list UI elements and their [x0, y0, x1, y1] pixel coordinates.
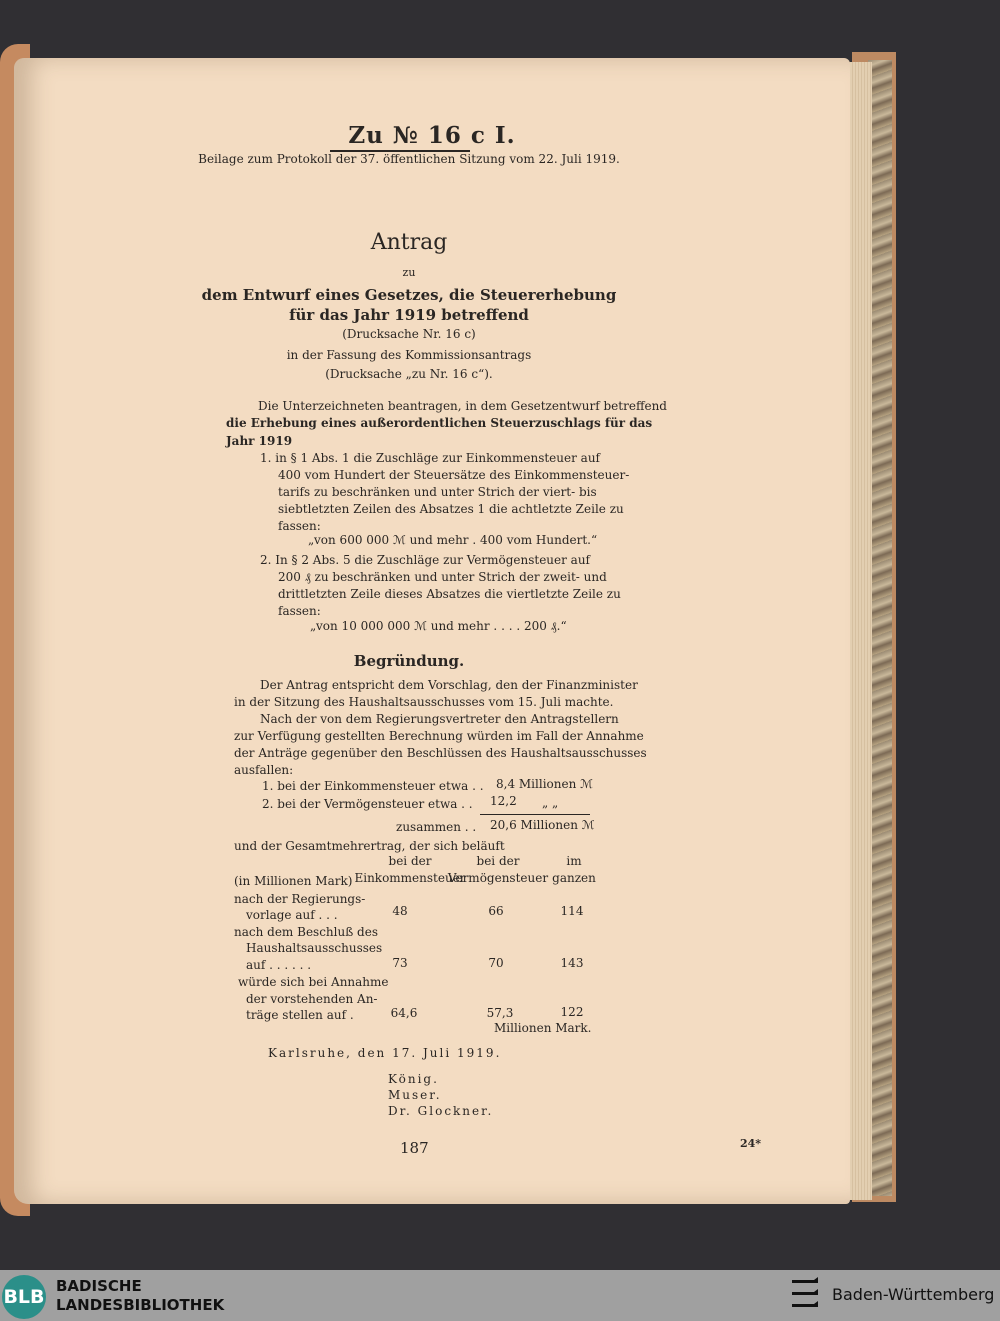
item1-line-4: siebtletzten Zeilen des Absatzes 1 die achtletzte Zeile zu: [278, 502, 624, 516]
sheet-mark: 24*: [740, 1137, 762, 1150]
motion-ref-1: (Drucksache Nr. 16 c): [342, 327, 476, 341]
sum-rule: [480, 814, 590, 815]
item2-line-3: drittletzten Zeile dieses Absatzes die viertletzte Zeile zu: [278, 587, 621, 601]
col2-header-2: Vermögensteuer: [447, 871, 549, 885]
blb-logo[interactable]: BLB: [2, 1275, 46, 1319]
table-row-2-label-1: nach dem Beschluß des: [234, 925, 378, 939]
signature-3: Dr. Glockner.: [388, 1104, 494, 1118]
table-row-2-label-2: Haushaltsausschusses: [246, 941, 383, 955]
revenue-row-1-label: 1. bei der Einkommensteuer etwa . .: [262, 779, 484, 793]
item1-line-5: fassen:: [278, 519, 321, 533]
sum-label: zusammen . .: [396, 820, 477, 834]
item2-line-4: fassen:: [278, 604, 321, 618]
col3-header-1: im: [566, 854, 582, 868]
revenue-row-2-label: 2. bei der Vermögensteuer etwa . .: [262, 797, 473, 811]
reason-heading: Begründung.: [353, 652, 465, 670]
motion-subject-1: dem Entwurf eines Gesetzes, die Steuererhebung: [201, 286, 617, 304]
page-number: 187: [400, 1139, 429, 1157]
motion-subject-2: für das Jahr 1919 betreffend: [289, 306, 529, 324]
reason-p2-line-1: Nach der von dem Regierungsvertreter den Antragstellern: [260, 712, 619, 726]
library-name-line-2: LANDESBIBLIOTHEK: [56, 1296, 225, 1314]
document-title: Zu № 16 c I.: [348, 122, 516, 149]
table-row-3-income: 64,6: [390, 1006, 418, 1020]
reason-p2-line-3: der Anträge gegenüber den Beschlüssen des Haushaltsausschusses: [234, 746, 647, 760]
table-row-3-total: 122: [560, 1005, 584, 1019]
intro-line-1: Die Unterzeichneten beantragen, in dem Gesetzentwurf betreffend: [258, 399, 667, 413]
reason-p2-line-4: ausfallen:: [234, 763, 294, 777]
revenue-row-1-value: 8,4 Millionen ℳ: [496, 777, 593, 791]
table-row-2-total: 143: [560, 956, 584, 970]
reason-p1-line-1: Der Antrag entspricht dem Vorschlag, den der Finanzminister: [260, 678, 638, 692]
document-page: [14, 58, 850, 1204]
item2-line-1: 2. In § 2 Abs. 5 die Zuschläge zur Vermögensteuer auf: [260, 553, 590, 567]
table-row-2-wealth: 70: [488, 956, 504, 970]
library-name[interactable]: [56, 1277, 224, 1315]
table-row-3-label-2: der vorstehenden An-: [246, 992, 378, 1006]
table-row-1-total: 114: [560, 904, 584, 918]
col2-header-1: bei der: [476, 854, 520, 868]
col1-header-1: bei der: [388, 854, 432, 868]
table-row-3-label-1: würde sich bei Annahme: [238, 975, 389, 989]
item1-quote: „von 600 000 ℳ und mehr . 400 vom Hundert.“: [308, 533, 598, 547]
unit-label: (in Millionen Mark): [234, 874, 353, 888]
item1-line-2: 400 vom Hundert der Steuersätze des Einkommensteuer-: [278, 468, 630, 482]
revenue-row-2-value: 12,2: [490, 794, 517, 808]
motion-heading: Antrag: [370, 230, 448, 255]
item1-line-3: tarifs zu beschränken und unter Strich der viert- bis: [278, 485, 597, 499]
motion-ref-2: in der Fassung des Kommissionsantrags: [286, 348, 532, 362]
place-date: Karlsruhe, den 17. Juli 1919.: [268, 1046, 502, 1060]
table-row-2-label-3: auf . . . . . .: [246, 958, 312, 972]
table-row-1-income: 48: [392, 904, 408, 918]
col3-header-2: ganzen: [552, 871, 596, 885]
table-row-1-label-1: nach der Regierungs-: [234, 892, 366, 906]
sum-value: 20,6 Millionen ℳ: [490, 818, 595, 832]
table-row-2-income: 73: [392, 956, 408, 970]
motion-ref-3: (Drucksache „zu Nr. 16 c“).: [325, 367, 493, 381]
reason-p1-line-2: in der Sitzung des Haushaltsausschusses vom 15. Juli machte.: [234, 695, 614, 709]
total-line: und der Gesamtmehrertrag, der sich beläuft: [234, 839, 505, 853]
document-subtitle: Beilage zum Protokoll der 37. öffentlichen Sitzung vom 22. Juli 1919.: [198, 152, 620, 166]
table-row-1-wealth: 66: [488, 904, 504, 918]
intro-line-2: die Erhebung eines außerordentlichen Steuerzuschlags für das: [226, 416, 653, 430]
revenue-row-2-ditto: „ „: [542, 796, 559, 810]
item2-line-2: 200 ₰ zu beschränken und unter Strich der zweit- und: [278, 570, 607, 584]
library-name-line-1: BADISCHE: [56, 1277, 142, 1295]
table-footer: Millionen Mark.: [494, 1021, 592, 1035]
signature-1: König.: [388, 1072, 439, 1086]
intro-line-3: Jahr 1919: [226, 434, 293, 448]
table-row-1-label-2: vorlage auf . . .: [246, 908, 338, 922]
item2-quote: „von 10 000 000 ℳ und mehr . . . . 200 ₰.“: [310, 619, 567, 633]
motion-zu: zu: [402, 266, 416, 279]
state-name[interactable]: Baden-Württemberg: [832, 1285, 995, 1304]
item1-line-1: 1. in § 1 Abs. 1 die Zuschläge zur Einkommensteuer auf: [260, 451, 600, 465]
col1-header-2: Einkommensteuer: [354, 871, 466, 885]
signature-2: Muser.: [388, 1088, 442, 1102]
table-row-3-wealth: 57,3: [486, 1006, 514, 1020]
reason-p2-line-2: zur Verfügung gestellten Berechnung würden im Fall der Annahme: [234, 729, 644, 743]
table-row-3-label-3: träge stellen auf .: [246, 1008, 354, 1022]
state-lions-icon: [790, 1276, 822, 1314]
